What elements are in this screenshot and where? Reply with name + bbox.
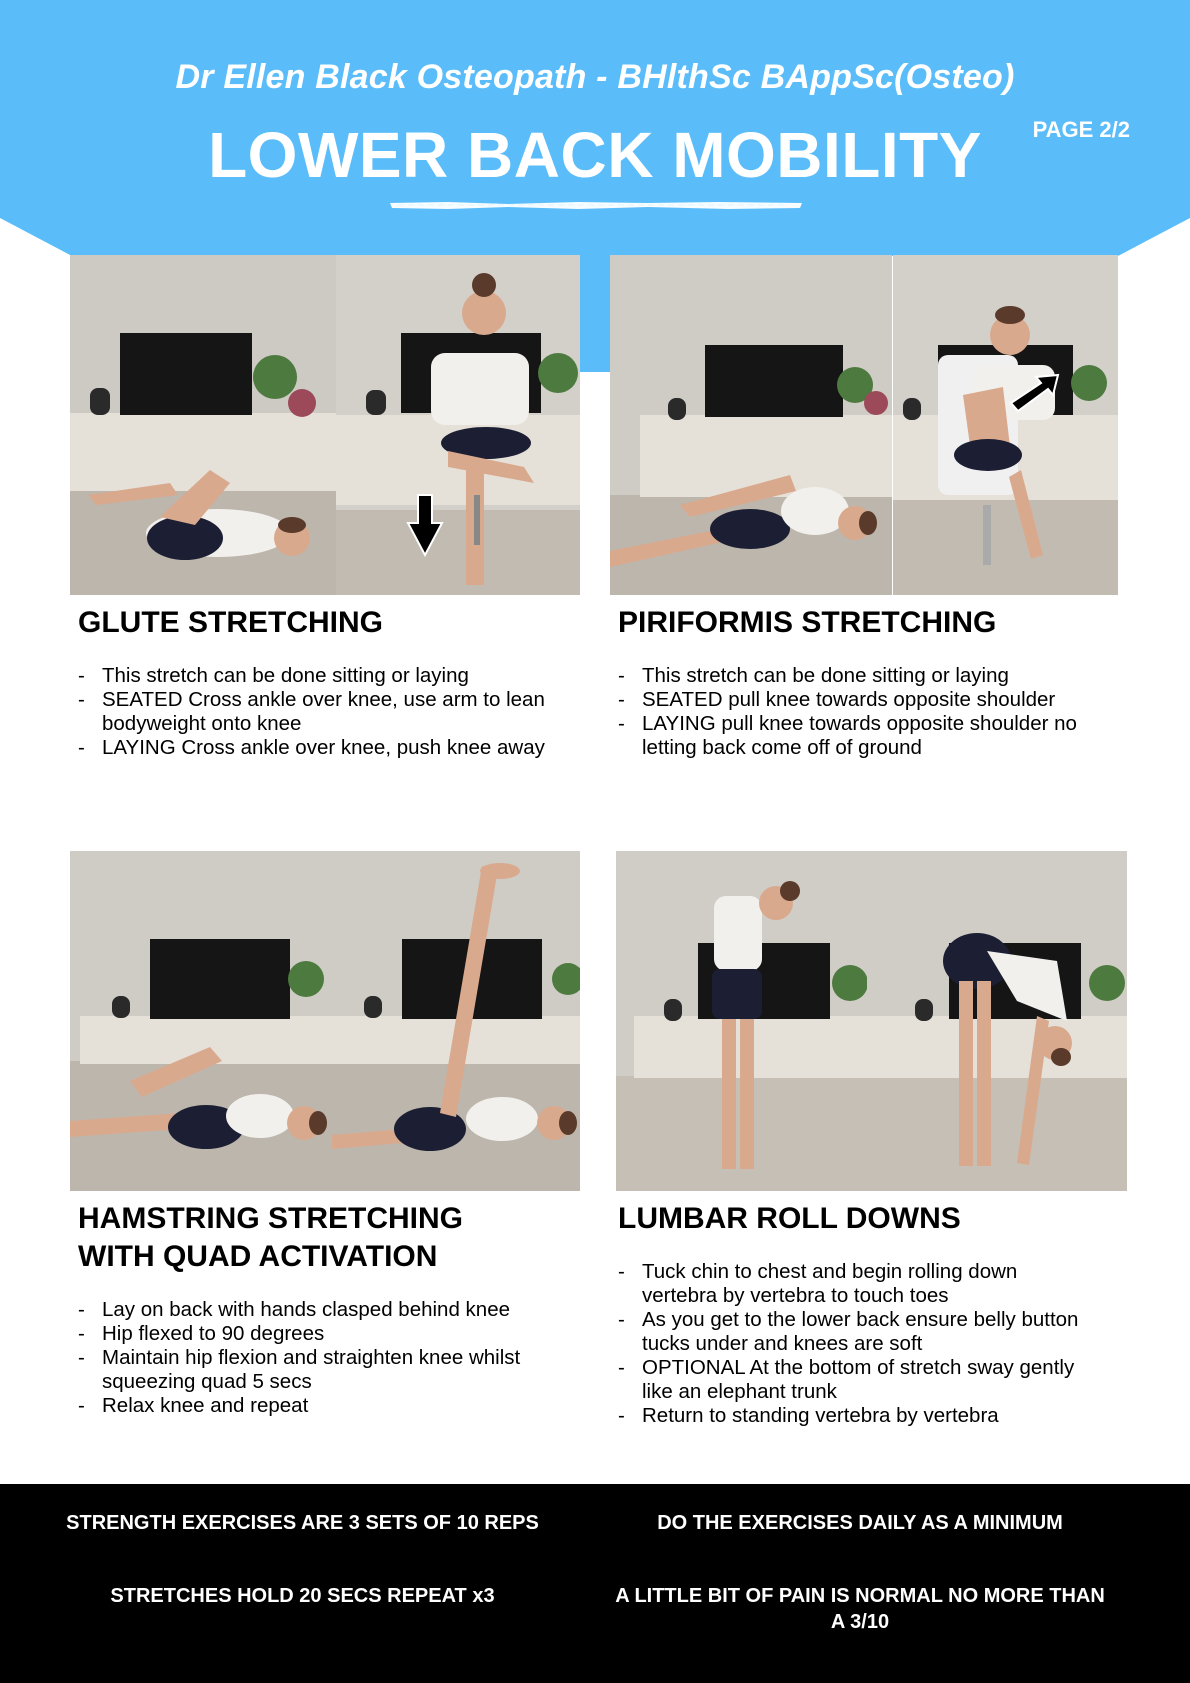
brush-underline (388, 199, 804, 211)
list-item: - SEATED Cross ankle over knee, use arm to lean bodyweight onto knee (78, 688, 548, 736)
list-item: - As you get to the lower back ensure belly button tucks under and knees are soft (618, 1308, 1088, 1356)
lumbar-roll-down-start-photo (616, 851, 867, 1191)
glute-stretching-steps (78, 664, 548, 760)
hamstring-stretching-steps (78, 1298, 568, 1418)
piriformis-stretching-title: PIRIFORMIS STRETCHING (618, 606, 997, 639)
list-item: - OPTIONAL At the bottom of stretch sway gently like an elephant trunk (618, 1356, 1088, 1404)
piriformis-stretching-steps (618, 664, 1118, 760)
reps-note: STRENGTH EXERCISES ARE 3 SETS OF 10 REPS (66, 1512, 539, 1534)
pain-note: A LITTLE BIT OF PAIN IS NORMAL NO MORE THAN A 3/10 (615, 1585, 1105, 1633)
list-item: - LAYING pull knee towards opposite shoulder no letting back come off of ground (618, 712, 1118, 760)
page-title: LOWER BACK MOBILITY (208, 119, 982, 191)
lumbar-roll-downs-title: LUMBAR ROLL DOWNS (618, 1202, 961, 1235)
list-item: - Tuck chin to chest and begin rolling down vertebra by vertebra to touch toes (618, 1260, 1088, 1308)
list-item: - LAYING Cross ankle over knee, push knee away (78, 736, 548, 760)
list-item: - Lay on back with hands clasped behind knee (78, 1298, 568, 1322)
lumbar-roll-downs-steps (618, 1260, 1088, 1428)
hold-note: STRETCHES HOLD 20 SECS REPEAT x3 (110, 1585, 495, 1607)
list-item: - This stretch can be done sitting or laying (618, 664, 1118, 688)
glute-stretch-laying-photo (70, 255, 336, 595)
list-item: - Relax knee and repeat (78, 1394, 568, 1418)
list-item: - Maintain hip flexion and straighten knee whilst squeezing quad 5 secs (78, 1346, 568, 1394)
piriformis-stretch-seated-photo (893, 255, 1118, 595)
hamstring-stretch-start-photo (70, 851, 332, 1191)
clinic-name: Dr Ellen Black Osteopath - BHlthSc BAppSc(Osteo) (175, 58, 1015, 96)
lumbar-roll-down-bottom-photo (867, 851, 1127, 1191)
footer-banner (0, 1484, 1190, 1683)
list-item: - Hip flexed to 90 degrees (78, 1322, 568, 1346)
piriformis-stretch-laying-photo (610, 255, 892, 595)
hamstring-stretching-title: HAMSTRING STRETCHING WITH QUAD ACTIVATION (78, 1202, 463, 1273)
list-item: - Return to standing vertebra by vertebra (618, 1404, 1088, 1428)
hamstring-stretch-extended-photo (332, 851, 580, 1191)
glute-stretch-seated-photo (336, 255, 580, 595)
glute-stretching-title: GLUTE STRETCHING (78, 606, 383, 639)
list-item: - SEATED pull knee towards opposite shoulder (618, 688, 1118, 712)
header-tab (580, 256, 610, 372)
list-item: - This stretch can be done sitting or laying (78, 664, 548, 688)
page-number: PAGE 2/2 (1032, 117, 1130, 142)
frequency-note: DO THE EXERCISES DAILY AS A MINIMUM (657, 1512, 1063, 1534)
